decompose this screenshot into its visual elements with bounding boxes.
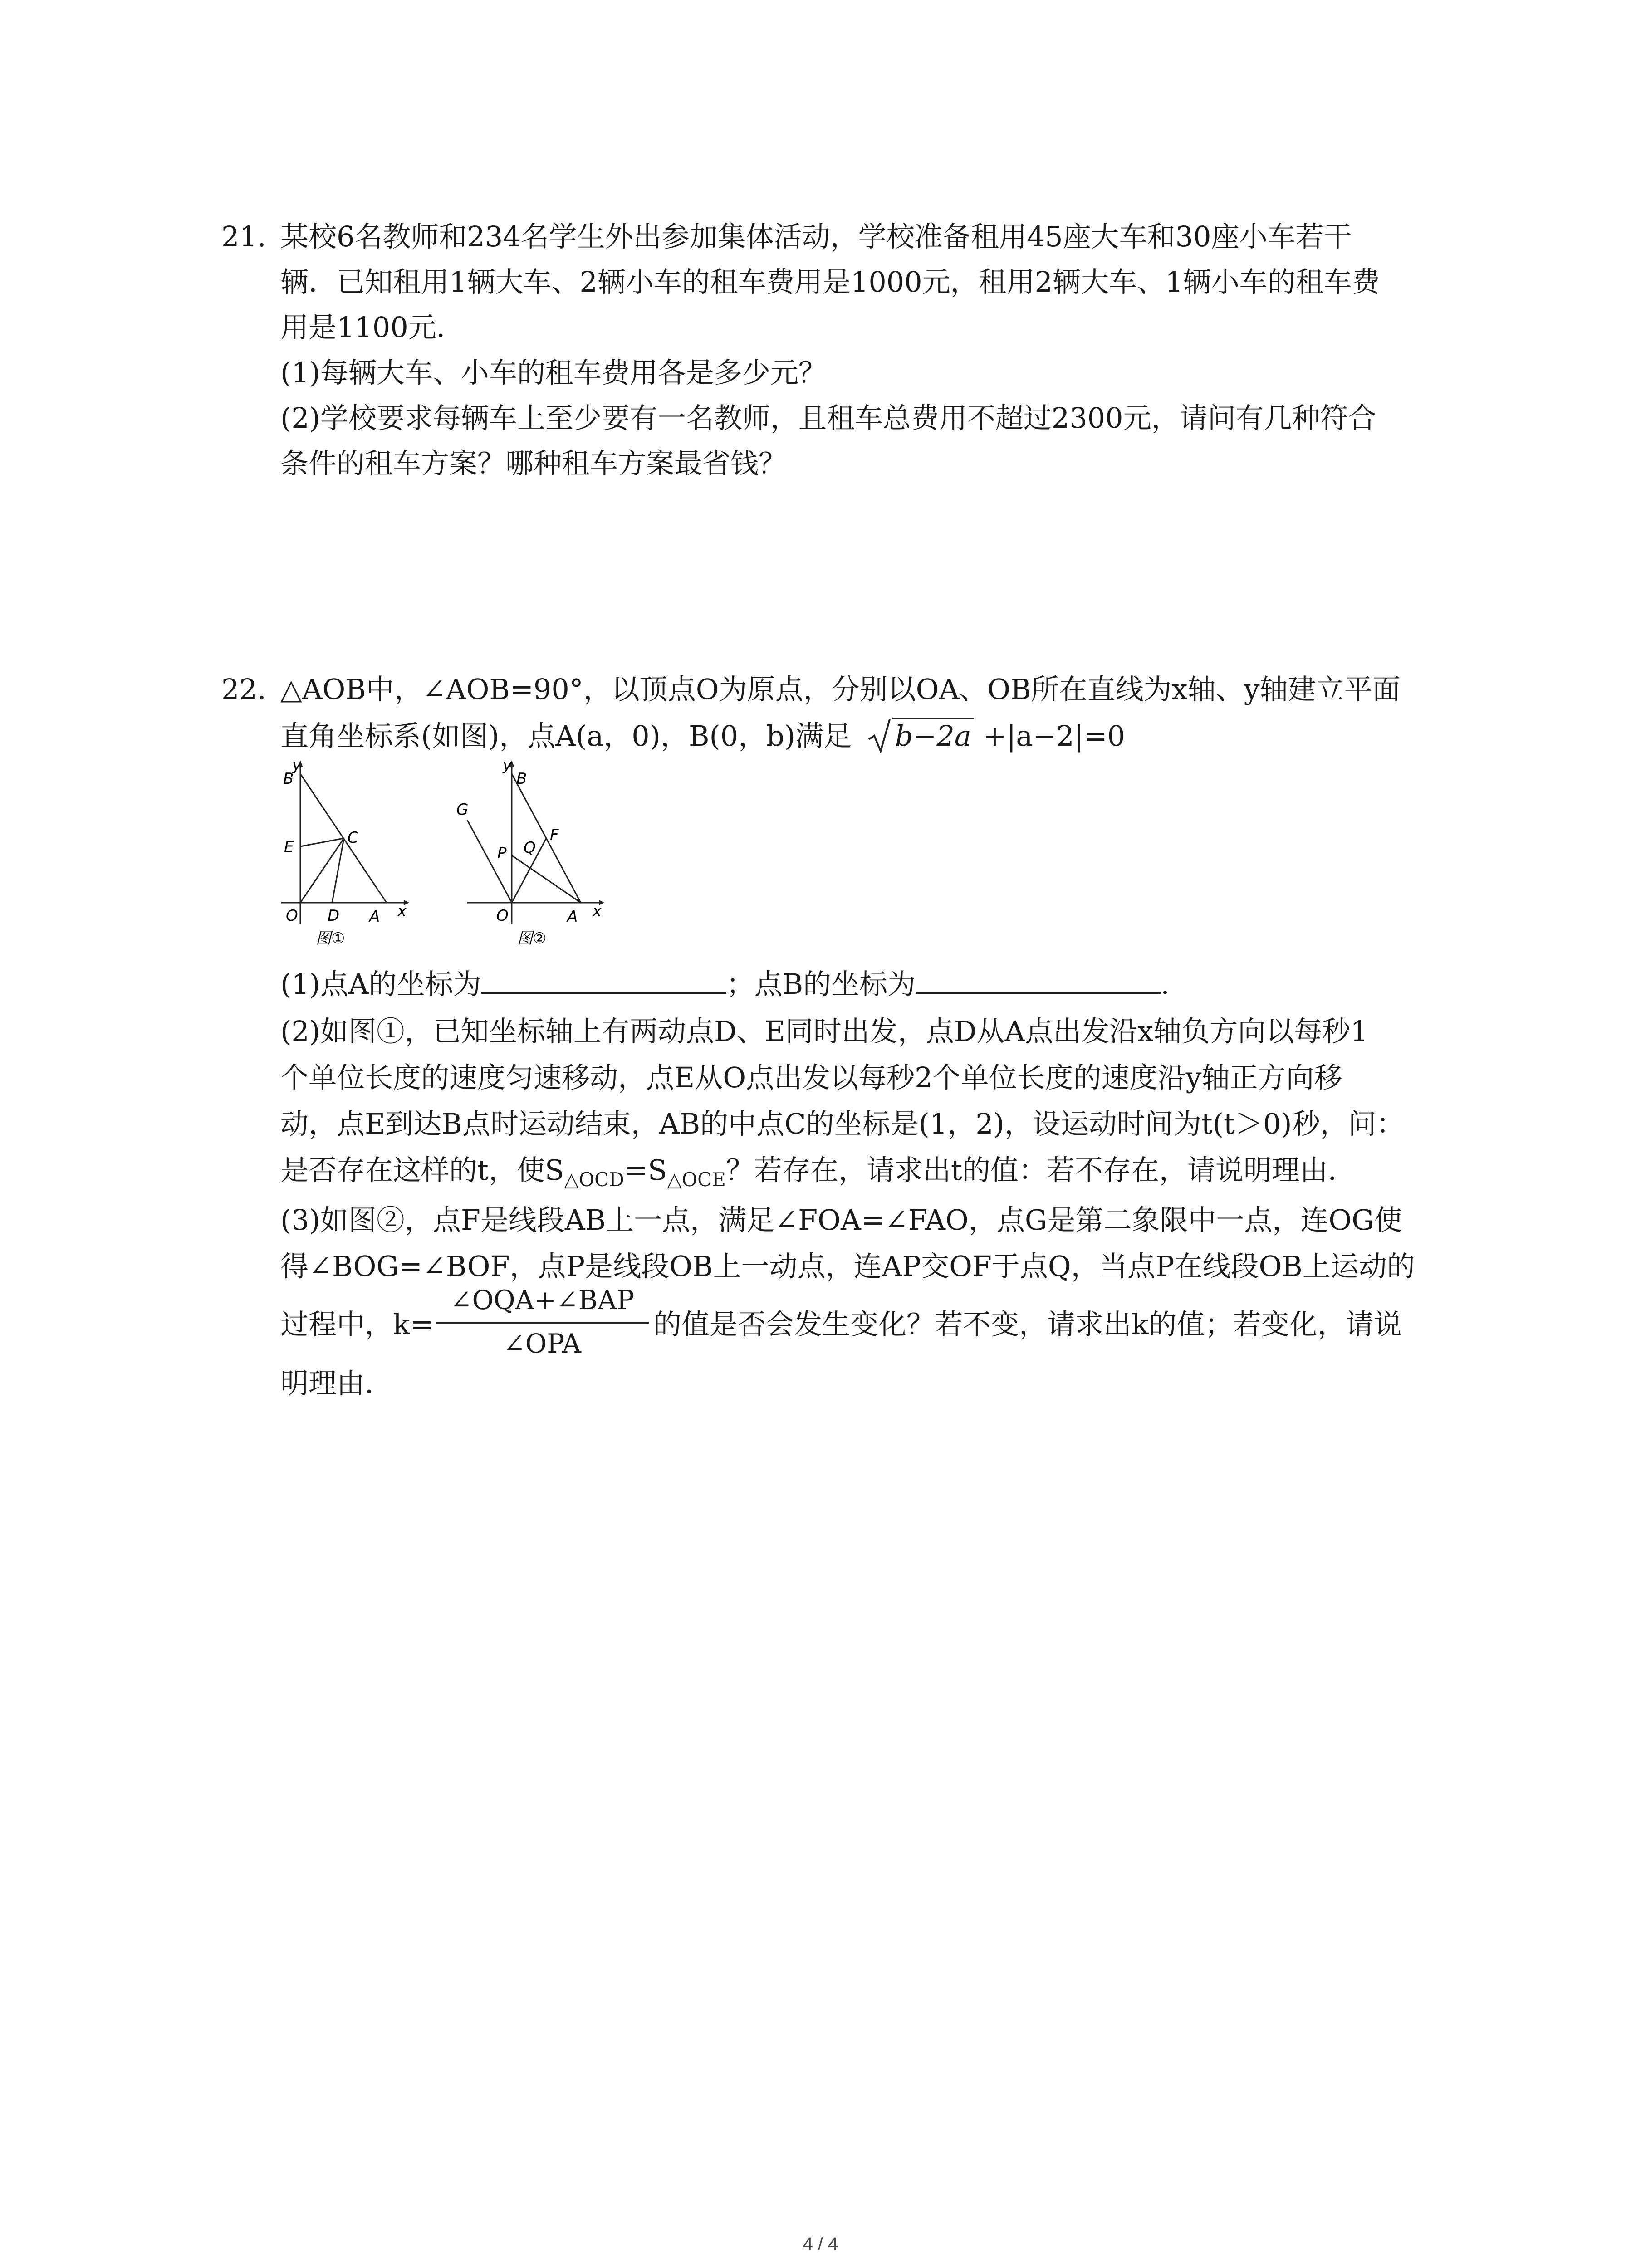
fig2-label-a: A	[567, 908, 578, 926]
question-22-number: 22.	[221, 673, 266, 706]
fig1-caption: 图①	[316, 929, 345, 948]
fig2-label-x: x	[593, 902, 602, 920]
question-21-number: 21.	[221, 220, 266, 253]
fig1-label-d: D	[328, 907, 340, 925]
page-number: 4 / 4	[803, 2234, 838, 2254]
sqrt-expression	[867, 718, 974, 754]
q22-part-1	[280, 966, 1170, 1002]
fig2-label-g: G	[456, 801, 469, 819]
q22-part-2-line-1: (2)如图①，已知坐标轴上有两动点D、E同时出发，点D从A点出发沿x轴负方向以每秒1	[280, 1015, 1368, 1048]
part-2-text-a: 是否存在这样的t，使S	[280, 1154, 564, 1187]
fig2-label-y: y	[503, 757, 512, 774]
q21-line-3: 用是1100元．	[280, 311, 465, 344]
fig1-label-y: y	[292, 757, 302, 774]
fig1-segment-ec	[300, 838, 344, 846]
fig1-label-x: x	[397, 902, 407, 920]
q22-part-2-line-3: 动，点E到达B点时运动结束，AB的中点C的坐标是(1，2)，设运动时间为t(t＞0)秒，问：	[280, 1107, 1405, 1140]
part-2-subscript-2: △OCE	[667, 1168, 726, 1191]
answer-blank-b[interactable]	[916, 968, 1161, 994]
fig1-label-e: E	[284, 838, 294, 856]
sqrt-radical-icon	[867, 718, 892, 754]
figure-1	[272, 757, 417, 952]
q21-part-1: (1)每辆大车、小车的租车费用各是多少元？	[280, 356, 827, 389]
fraction-denominator: ∠OPA	[503, 1328, 581, 1359]
part-2-subscript-1: △OCD	[564, 1168, 624, 1191]
q22-part-2-line-4	[280, 1152, 1356, 1198]
q22-part-2-line-2: 个单位长度的速度匀速移动，点E从O点出发以每秒2个单位长度的速度沿y轴正方向移	[280, 1061, 1342, 1094]
part-2-text-b: =S	[624, 1154, 667, 1187]
fig2-label-b: B	[516, 770, 527, 788]
q22-part-3-line-4: 明理由．	[280, 1367, 393, 1400]
q22-line-2	[280, 718, 1125, 754]
q22-part-3-line-3-post: 的值是否会发生变化？若不变，请求出k的值；若变化，请说	[653, 1308, 1402, 1341]
q21-part-2-line-1: (2)学校要求每辆车上至少要有一名教师，且租车总费用不超过2300元，请问有几种符合	[280, 401, 1376, 435]
fig1-label-c: C	[348, 829, 358, 847]
q21-part-2-line-2: 条件的租车方案？哪种租车方案最省钱？	[280, 447, 787, 480]
part-1-label-a: (1)点A的坐标为	[280, 968, 481, 1001]
q21-line-2: 辆．已知租用1辆大车、2辆小车的租车费用是1000元，租用2辆大车、1辆小车的租车费	[280, 265, 1380, 298]
fig2-label-q: Q	[524, 839, 536, 857]
abs-expression: +|a−2|=0	[983, 719, 1125, 753]
fig1-label-o: O	[286, 907, 298, 925]
part-2-text-c: ？若存在，请求出t的值：若不存在，请说明理由．	[725, 1154, 1356, 1187]
part-1-label-b: ；点B的坐标为	[726, 968, 916, 1001]
fig1-label-b: B	[283, 770, 294, 788]
q22-part-3-line-3-pre: 过程中，k=	[280, 1308, 434, 1341]
q22-part-3-line-1: (3)如图②，点F是线段AB上一点，满足∠FOA=∠FAO，点G是第二象限中一点，连OG使	[280, 1203, 1402, 1237]
fraction-bar	[436, 1322, 649, 1324]
q21-line-1: 某校6名教师和234名学生外出参加集体活动，学校准备租用45座大车和30座小车若干	[280, 220, 1352, 253]
fig1-label-a: A	[369, 908, 380, 926]
q22-line-1: △AOB中，∠AOB=90°，以顶点O为原点，分别以OA、OB所在直线为x轴、y轴建立平面	[280, 673, 1401, 706]
fig2-label-p: P	[497, 844, 507, 862]
q22-part-3-line-2: 得∠BOG=∠BOF，点P是线段OB上一动点，连AP交OF于点Q，当点P在线段OB上运动的	[280, 1250, 1415, 1283]
fig2-label-f: F	[550, 826, 559, 844]
sqrt-radicand: b−2a	[892, 718, 974, 753]
figure-2	[454, 757, 617, 952]
fig2-segment-ap	[512, 855, 581, 903]
q22-line-2-text: 直角坐标系(如图)，点A(a，0)，B(0，b)满足	[280, 719, 852, 753]
fig2-label-o: O	[496, 907, 509, 925]
fig2-caption: 图②	[517, 929, 547, 948]
fraction-numerator: ∠OQA+∠BAP	[450, 1285, 635, 1315]
answer-blank-a[interactable]	[481, 968, 726, 994]
part-1-period: .	[1161, 968, 1170, 1001]
